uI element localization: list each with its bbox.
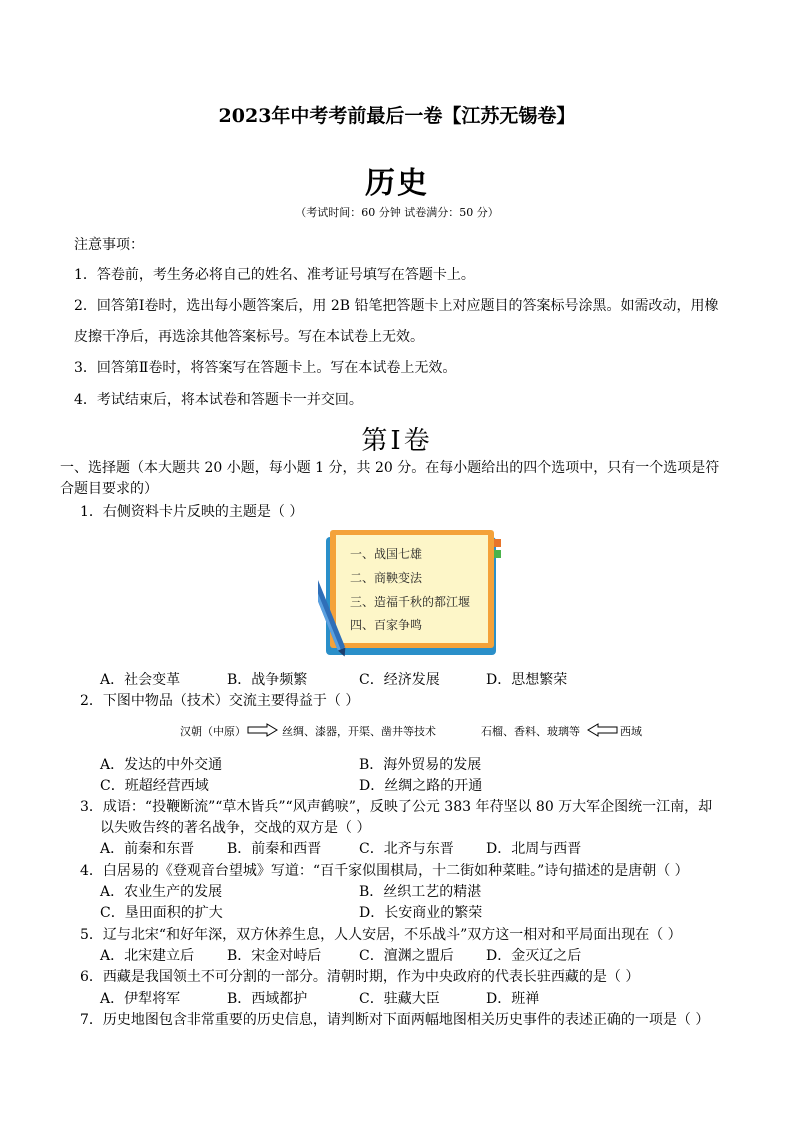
q6-stem: 6．西藏是我国领土不可分割的一部分。清朝时期，作为中央政府的代表长驻西藏的是（ ）: [80, 969, 640, 985]
card-item: 二、商鞅变法: [350, 571, 423, 585]
q1-option-a[interactable]: A．社会变革: [100, 672, 181, 688]
q5-stem: 5．辽与北宋“和好年深，双方休养生息，人人安居，不乐战斗”双方这一相对和平局面出现在（ ）: [80, 927, 682, 943]
exam-info: （考试时间：60 分钟 试卷满分：50 分）: [295, 206, 499, 219]
q6-option-d[interactable]: D．班禅: [486, 991, 540, 1007]
notice-heading: 注意事项：: [74, 237, 144, 253]
paper-title: 2023年中考考前最后一卷【江苏无锡卷】: [218, 105, 576, 127]
arrow-left-icon: [586, 723, 618, 737]
card-tab-green: [494, 550, 501, 558]
notice-item: 2．回答第Ⅰ卷时，选出每小题答案后，用 2B 铅笔把答题卡上对应题目的答案标号涂黑。如需改动，用橡: [74, 298, 719, 314]
q1-option-d[interactable]: D．思想繁荣: [486, 672, 568, 688]
q3-stem-line-2: 以失败告终的著名战争，交战的双方是（ ）: [100, 820, 371, 836]
q6-option-b[interactable]: B．西域都护: [227, 991, 308, 1007]
q3-option-a[interactable]: A．前秦和东晋: [100, 841, 195, 857]
q1-option-c[interactable]: C．经济发展: [359, 672, 440, 688]
q5-option-b[interactable]: B．宋金对峙后: [227, 948, 322, 964]
q4-option-c[interactable]: C．垦田面积的扩大: [100, 905, 223, 921]
q2-option-d[interactable]: D．丝绸之路的开通: [359, 778, 483, 794]
notice-item: 3．回答第Ⅱ卷时，将答案写在答题卡上。写在本试卷上无效。: [74, 360, 457, 376]
q3-option-d[interactable]: D．北周与西晋: [486, 841, 582, 857]
q2-option-c[interactable]: C．班超经营西域: [100, 778, 209, 794]
card-item: 一、战国七雄: [350, 547, 423, 561]
card-tab-orange: [494, 539, 501, 547]
q2-option-a[interactable]: A．发达的中外交通: [100, 757, 223, 773]
subject-title: 历史: [365, 166, 429, 201]
q4-option-b[interactable]: B．丝织工艺的精湛: [359, 884, 482, 900]
q6-option-c[interactable]: C．驻藏大臣: [359, 991, 440, 1007]
q5-option-a[interactable]: A．北宋建立后: [100, 948, 195, 964]
diagram-right-items: 石榴、香料、玻璃等: [481, 725, 580, 738]
notice-item: 1．答卷前，考生务必将自己的姓名、准考证号填写在答题卡上。: [74, 267, 475, 283]
q5-option-d[interactable]: D．金灭辽之后: [486, 948, 582, 964]
card-item: 三、造福千秋的都江堰: [350, 595, 471, 609]
notice-item: 4．考试结束后，将本试卷和答题卡一并交回。: [74, 392, 363, 408]
q5-option-c[interactable]: C．澶渊之盟后: [359, 948, 454, 964]
q7-stem: 7．历史地图包含非常重要的历史信息，请判断对下面两幅地图相关历史事件的表述正确的一项是（ ）: [80, 1012, 710, 1028]
q4-option-d[interactable]: D．长安商业的繁荣: [359, 905, 483, 921]
section-intro: [60, 457, 719, 477]
q2-option-b[interactable]: B．海外贸易的发展: [359, 757, 482, 773]
section-line-1: 一、选择题（本大题共 20 小题，每小题 1 分，共 20 分。在每小题给出的四个选项中，只有一个选项是符: [60, 460, 720, 476]
diagram-right-source: 西域: [620, 725, 642, 738]
card-item: 四、百家争鸣: [350, 618, 423, 632]
q3-stem-line-1: 3．成语：“投鞭断流”“草木皆兵”“风声鹤唳”，反映了公元 383 年苻坚以 80 万大军企图统一江南，却: [80, 799, 713, 815]
q6-option-a[interactable]: A．伊犁将军: [100, 991, 181, 1007]
q4-stem: 4．白居易的《登观音台望城》写道：“百千家似围棋局，十二街如种菜畦。”诗句描述的是唐朝（ ）: [80, 863, 689, 879]
q3-option-c[interactable]: C．北齐与东晋: [359, 841, 454, 857]
q2-stem: 2．下图中物品（技术）交流主要得益于（ ）: [80, 693, 360, 709]
q1-stem: 1．右侧资料卡片反映的主题是（ ）: [80, 504, 304, 520]
volume-heading: 第Ⅰ卷: [361, 426, 433, 456]
arrow-right-icon: [247, 723, 279, 737]
q3-option-b[interactable]: B．前秦和西晋: [227, 841, 322, 857]
section-line-2: 合题目要求的）: [60, 481, 158, 497]
q4-option-a[interactable]: A．农业生产的发展: [100, 884, 223, 900]
diagram-left-source: 汉朝（中原）: [180, 725, 246, 738]
diagram-left-items: 丝绸、漆器，开渠、凿井等技术: [282, 725, 436, 738]
notice-item: 皮擦干净后，再选涂其他答案标号。写在本试卷上无效。: [74, 329, 424, 345]
q1-option-b[interactable]: B．战争频繁: [227, 672, 308, 688]
